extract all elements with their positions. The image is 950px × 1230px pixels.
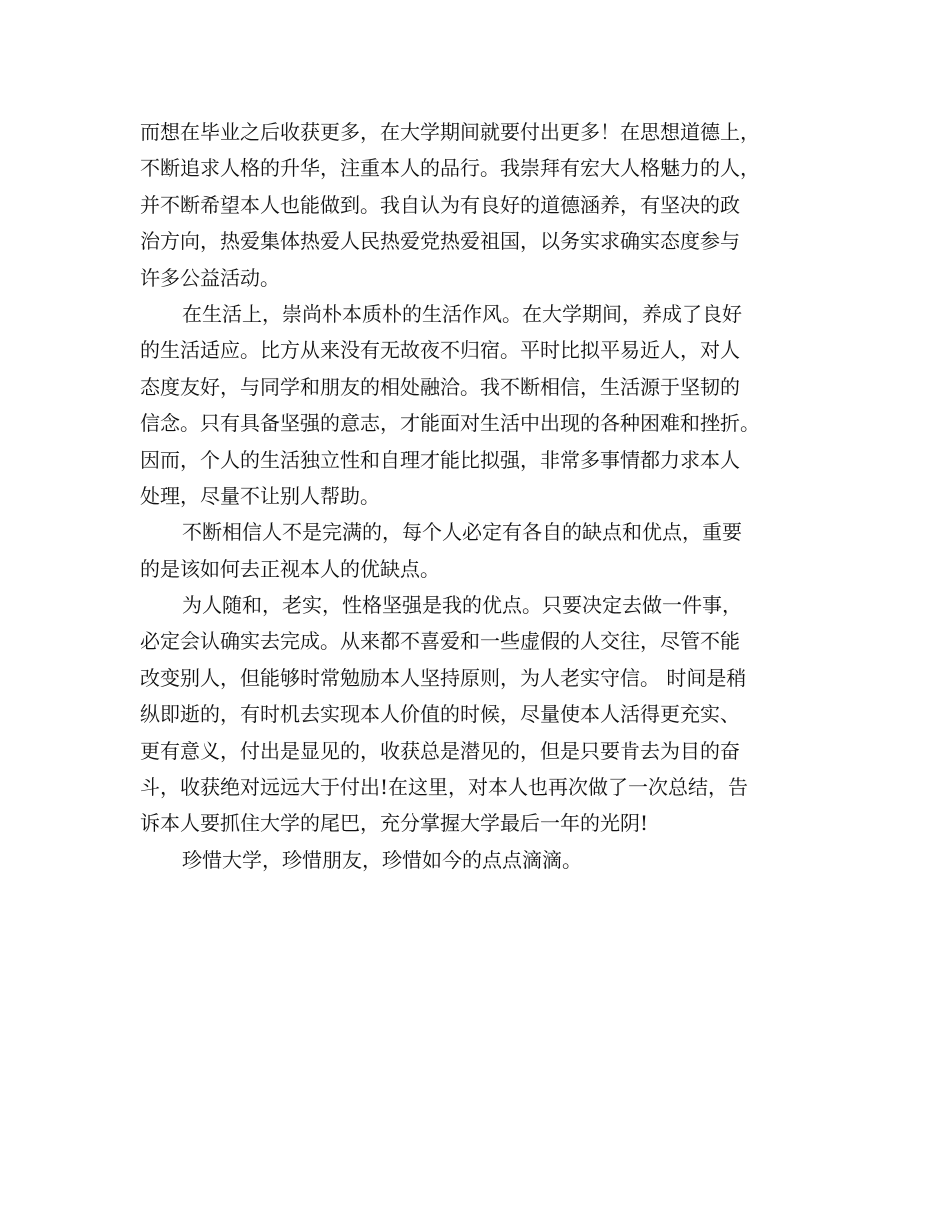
text-line: 必定会认确实去完成。从来都不喜爱和一些虚假的人交往，尽管不能 xyxy=(140,629,740,654)
text-line: 改变别人，但能够时常勉励本人坚持原则，为人老实守信。 时间是稍 xyxy=(140,665,747,690)
text-line: 态度友好，与同学和朋友的相处融洽。我不断相信，生活源于坚韧的 xyxy=(140,374,740,399)
text-line: 而想在毕业之后收获更多，在大学期间就要付出更多！在思想道德上， xyxy=(140,120,760,144)
paragraph-first-line: 不断相信人不是完满的，每个人必定有各自的缺点和优点，重要 xyxy=(182,520,742,545)
paragraph-first-line: 在生活上，崇尚朴本质朴的生活作风。在大学期间，养成了良好 xyxy=(182,301,742,326)
text-line: 斗，收获绝对远远大于付出!在这里，对本人也再次做了一次总结，告 xyxy=(140,775,749,800)
paragraph-first-line: 为人随和，老实，性格坚强是我的优点。只要决定去做一件事， xyxy=(182,593,742,618)
text-line: 的生活适应。比方从来没有无故夜不归宿。平时比拟平易近人，对人 xyxy=(140,338,740,363)
text-line: 治方向，热爱集体热爱人民热爱党热爱祖国，以务实求确实态度参与 xyxy=(140,229,740,254)
document-body xyxy=(140,114,830,878)
text-line: 的是该如何去正视本人的优缺点。 xyxy=(140,556,440,581)
paragraph-first-line: 珍惜大学，珍惜朋友，珍惜如今的点点滴滴。 xyxy=(182,847,582,872)
text-line: 纵即逝的，有时机去实现本人价值的时候，尽量使本人活得更充实、 xyxy=(140,702,740,727)
text-line: 信念。只有具备坚强的意志，才能面对生活中出现的各种困难和挫折。 xyxy=(140,411,760,436)
text-line: 更有意义，付出是显见的，收获总是潜见的，但是只要肯去为目的奋 xyxy=(140,738,740,763)
text-line: 许多公益活动。 xyxy=(140,265,280,290)
text-line: 处理，尽量不让别人帮助。 xyxy=(140,483,380,508)
text-line: 并不断希望本人也能做到。我自认为有良好的道德涵养，有坚决的政 xyxy=(140,192,740,217)
text-line: 因而，个人的生活独立性和自理才能比拟强，非常多事情都力求本人 xyxy=(140,447,740,472)
text-line: 诉本人要抓住大学的尾巴，充分掌握大学最后一年的光阴! xyxy=(140,811,649,836)
text-line: 不断追求人格的升华，注重本人的品行。我崇拜有宏大人格魅力的人， xyxy=(140,156,760,181)
